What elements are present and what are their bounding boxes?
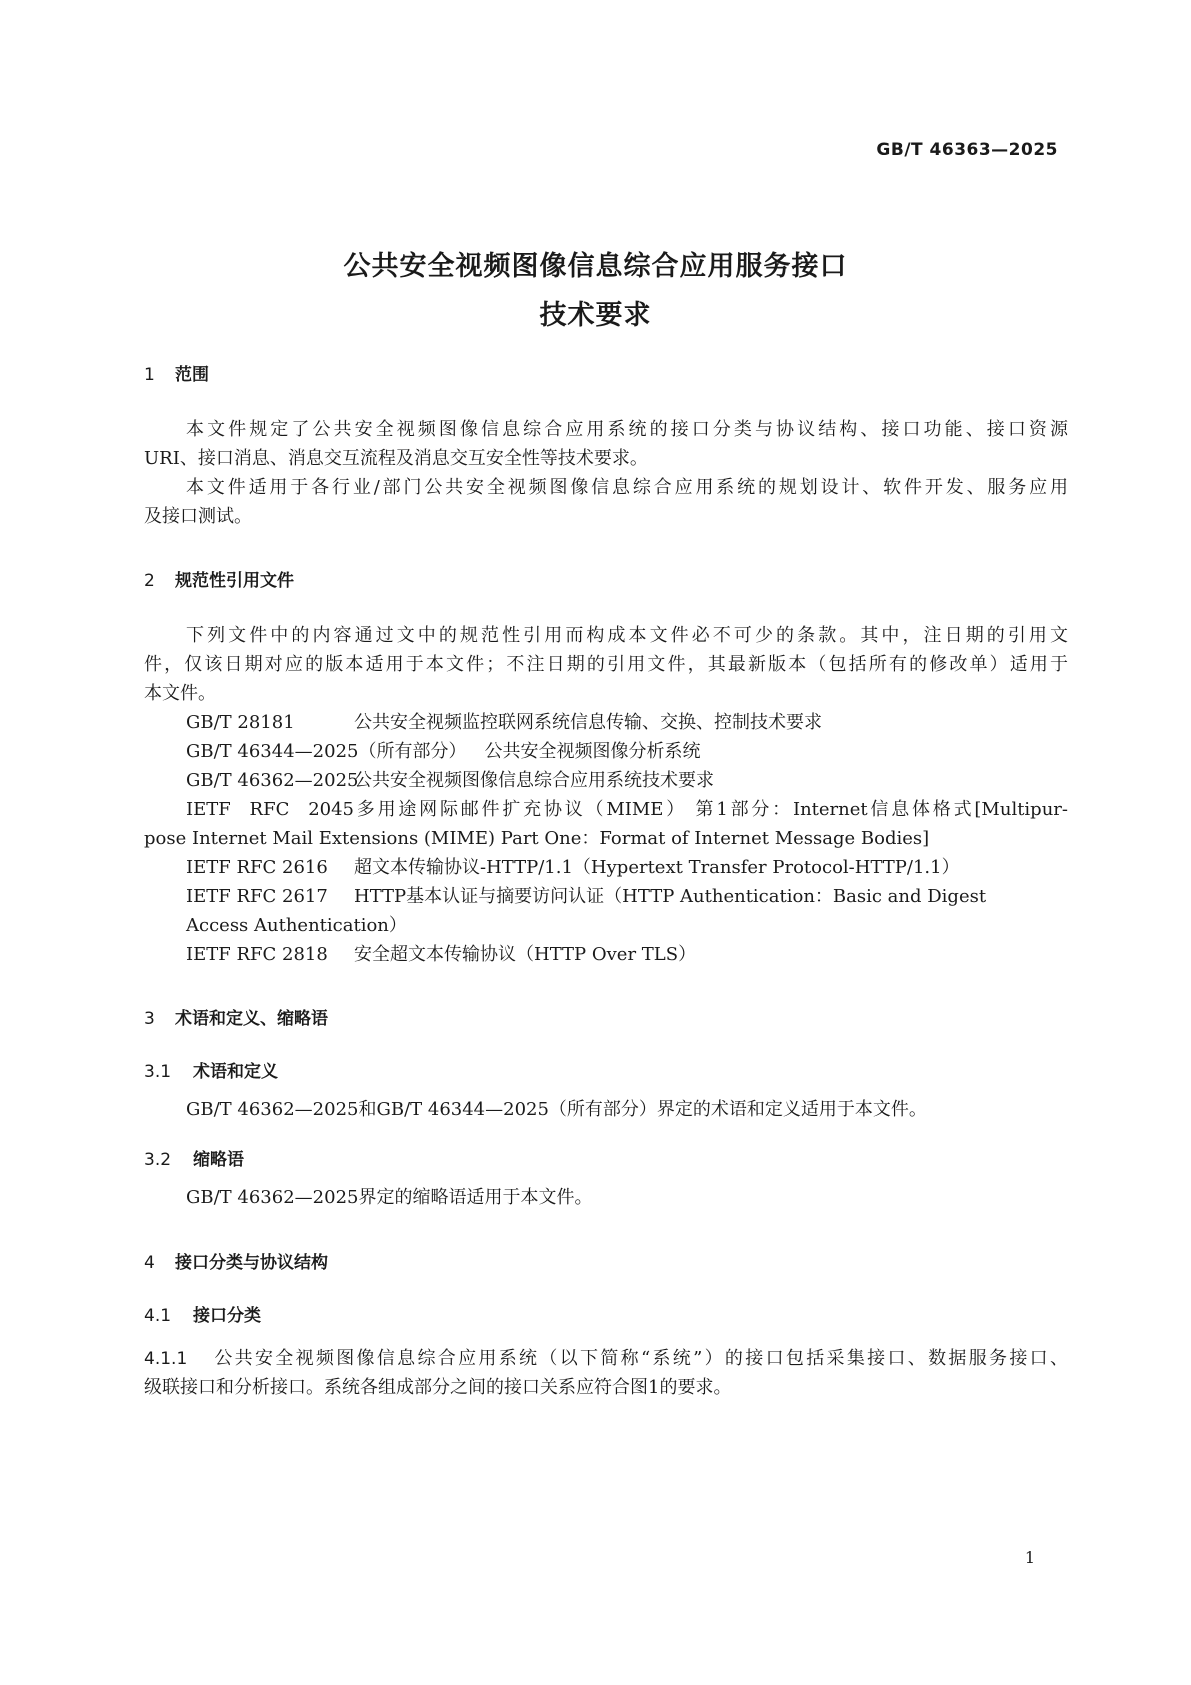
reference-item (186, 943, 696, 967)
reference-item (186, 798, 1068, 822)
reference-title: 多用途网际邮件扩充协议（MIME） 第1部分：Internet信息体格式[Multipur- (354, 799, 1068, 820)
reference-title: 超文本传输协议-HTTP/1.1（Hypertext Transfer Protocol-HTTP/1.1） (354, 857, 960, 878)
section-3-1-heading (144, 1057, 278, 1082)
paragraph-line: 本文件规定了公共安全视频图像信息综合应用系统的接口分类与协议结构、接口功能、接口资源 (186, 419, 1068, 440)
reference-code: IETF RFC 2045 (186, 799, 354, 820)
section-title: 缩略语 (193, 1150, 244, 1170)
reference-code: IETF RFC 2818 (186, 944, 328, 965)
paragraph-line: 下列文件中的内容通过文中的规范性引用而构成本文件必不可少的条款。其中，注日期的引用文 (186, 625, 1068, 646)
reference-code: IETF RFC 2616 (186, 857, 328, 878)
paragraph-line: URI、接口消息、消息交互流程及消息交互安全性等技术要求。 (144, 448, 648, 469)
reference-title: 公共安全视频图像信息综合应用系统技术要求 (354, 770, 714, 791)
reference-title: 公共安全视频监控联网系统信息传输、交换、控制技术要求 (354, 712, 822, 733)
section-title: 范围 (175, 365, 209, 385)
section-number: 2 (144, 571, 155, 591)
section-title: 规范性引用文件 (175, 571, 294, 591)
document-title (0, 242, 1191, 340)
section-4-1-heading (144, 1301, 261, 1326)
clause-4-1-1 (144, 1347, 1068, 1371)
paragraph-line: GB/T 46362—2025和GB/T 46344—2025（所有部分）界定的术语和定义适用于本文件。 (186, 1099, 927, 1120)
reference-item (186, 711, 822, 735)
reference-code: IETF RFC 2617 (186, 886, 328, 907)
section-number: 4 (144, 1253, 155, 1273)
paragraph-line: GB/T 46362—2025界定的缩略语适用于本文件。 (186, 1187, 593, 1208)
reference-item (186, 885, 986, 909)
reference-item (186, 856, 960, 880)
reference-continuation: pose Internet Mail Extensions (MIME) Part One：Format of Internet Message Bodies] (144, 828, 930, 849)
title-line-2: 技术要求 (539, 300, 652, 331)
reference-title: HTTP基本认证与摘要访问认证（HTTP Authentication：Basic and Digest (354, 886, 987, 907)
reference-item (186, 769, 714, 793)
section-title: 接口分类 (193, 1306, 261, 1326)
title-line-1: 公共安全视频图像信息综合应用服务接口 (343, 251, 848, 282)
section-number: 1 (144, 365, 155, 385)
clause-number: 4.1.1 (144, 1349, 188, 1369)
section-3-heading (144, 1004, 328, 1029)
paragraph-line: 级联接口和分析接口。系统各组成部分之间的接口关系应符合图1的要求。 (144, 1377, 732, 1398)
clause-text: 公共安全视频图像信息综合应用系统（以下简称“系统”）的接口包括采集接口、数据服务接口、 (212, 1348, 1068, 1369)
page-number: 1 (1024, 1548, 1035, 1567)
reference-code: GB/T 46362—2025 (186, 770, 359, 791)
section-title: 接口分类与协议结构 (175, 1253, 328, 1273)
section-number: 4.1 (144, 1306, 172, 1326)
section-number: 3.2 (144, 1150, 172, 1170)
section-3-2-heading (144, 1145, 244, 1170)
reference-title: 公共安全视频图像分析系统 (484, 741, 701, 762)
section-title: 术语和定义 (193, 1062, 278, 1082)
paragraph-line: 及接口测试。 (144, 506, 252, 527)
reference-item (186, 740, 700, 764)
section-4-heading (144, 1248, 328, 1273)
paragraph-line: 本文件适用于各行业/部门公共安全视频图像信息综合应用系统的规划设计、软件开发、服务应用 (186, 477, 1068, 498)
reference-title: 安全超文本传输协议（HTTP Over TLS） (354, 944, 697, 965)
section-1-heading (144, 360, 209, 385)
paragraph-line: 件，仅该日期对应的版本适用于本文件；不注日期的引用文件，其最新版本（包括所有的修改单）适用于 (144, 654, 1068, 675)
section-title: 术语和定义、缩略语 (175, 1009, 328, 1029)
reference-code: GB/T 28181 (186, 712, 295, 733)
reference-code: GB/T 46344—2025（所有部分） (186, 741, 467, 762)
paragraph-line: 本文件。 (144, 683, 216, 704)
reference-continuation: Access Authentication） (186, 915, 407, 936)
section-2-heading (144, 566, 294, 591)
section-number: 3.1 (144, 1062, 172, 1082)
section-number: 3 (144, 1009, 155, 1029)
standard-number: GB/T 46363—2025 (876, 140, 1058, 160)
